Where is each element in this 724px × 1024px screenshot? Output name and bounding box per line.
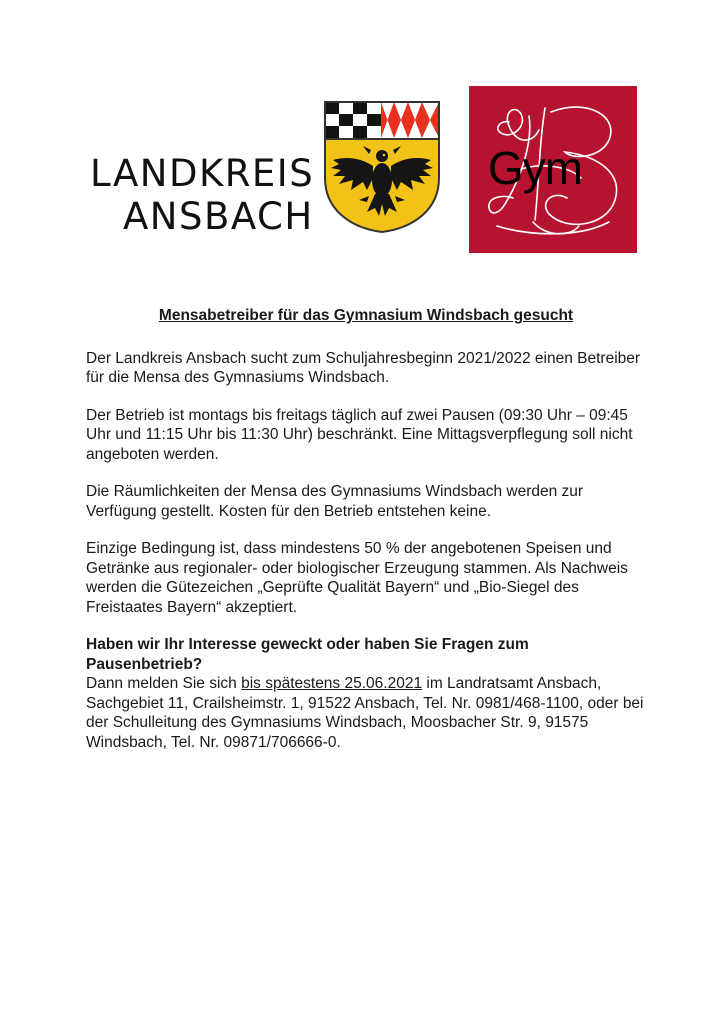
paragraph-condition: Einzige Bedingung ist, dass mindestens 50 % der angebotenen Speisen und Getränke aus regionaler- oder biologischer Erzeugung stammen. Als Nachweis werden die Gütezeichen „Geprüfte Qualität Bayern“ und „Bio-Siegel des Freistaates Bayern“ akzeptiert. [86, 540, 628, 616]
gym-logo-text: Gym [488, 142, 583, 194]
question-heading: Haben wir Ihr Interesse geweckt oder haben Sie Fragen zum Pausenbetrieb? [86, 636, 529, 673]
document-title: Mensabetreiber für das Gymnasium Windsbach gesucht [158, 307, 574, 324]
paragraph-intro: Der Landkreis Ansbach sucht zum Schuljahresbeginn 2021/2022 einen Betreiber für die Mensa des Gymnasiums Windsbach. [86, 349, 641, 386]
paragraph-premises: Die Räumlichkeiten der Mensa des Gymnasiums Windsbach werden zur Verfügung gestellt. Kosten für den Betrieb entstehen keine. [86, 483, 584, 520]
landkreis-line: LANDKREIS [90, 152, 315, 195]
letterhead [0, 0, 724, 280]
gymnasium-windsbach-logo [469, 86, 637, 253]
paragraph-contact [86, 674, 646, 752]
paragraph-schedule: Der Betrieb ist montags bis freitags täglich auf zwei Pausen (09:30 Uhr – 09:45 Uhr und 11:15 Uhr bis 11:30 Uhr) beschränkt. Eine Mittagsverpflegung soll nicht angeboten werden. [86, 406, 633, 463]
contact-intro: Dann melden Sie sich [86, 675, 242, 692]
landkreis-ansbach-wordmark [90, 152, 314, 238]
coat-of-arms-icon [323, 100, 441, 234]
contact-details: im Landratsamt Ansbach, Sachgebiet 11, Crailsheimstr. 1, 91522 Ansbach, Tel. Nr. 0981/468-1100, oder bei der Schulleitung des Gymnasiums Windsbach, Moosbacher Str. 9, 91575 Windsbach, Tel. Nr. 09871/706666-0. [86, 675, 644, 751]
deadline: bis spätestens 25.06.2021 [241, 675, 423, 692]
ansbach-line: ANSBACH [123, 195, 314, 238]
announcement [86, 306, 646, 770]
